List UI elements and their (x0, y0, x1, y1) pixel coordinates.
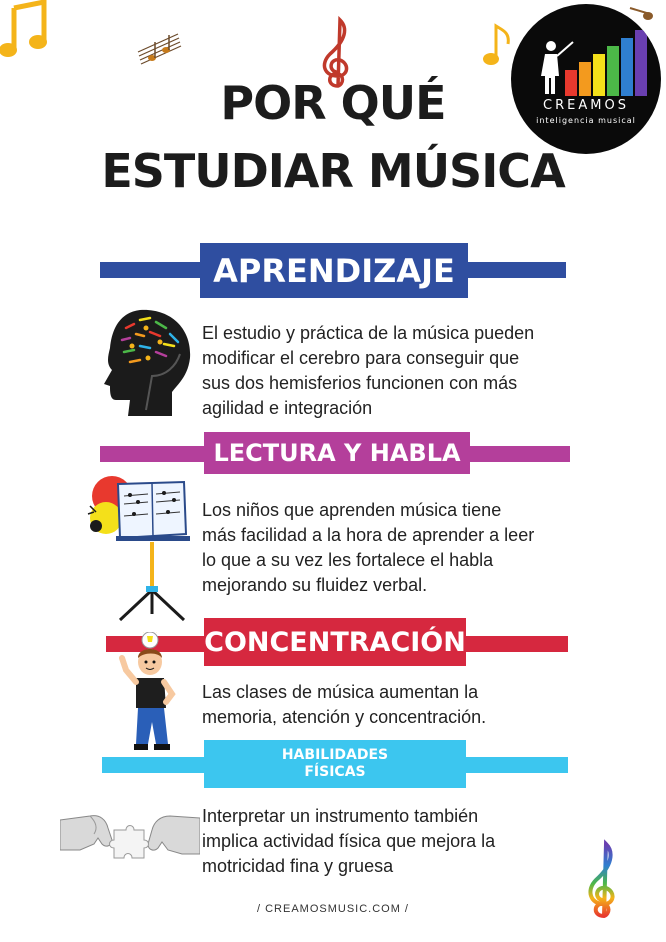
text-line: Las clases de música aumentan la (202, 682, 479, 702)
section-heading-label: HABILIDADES (281, 747, 389, 763)
eighth-note-icon (482, 22, 514, 68)
text-line: mejorando su fluidez verbal. (202, 575, 428, 595)
brain-head-icon (100, 306, 196, 418)
section-text-lectura-habla (202, 498, 612, 598)
footer-website: / CREAMOSMUSIC.COM / (256, 903, 409, 915)
text-line: Los niños que aprenden música tiene (202, 500, 502, 520)
section-heading-label: CONCENTRACIÓN (204, 626, 466, 658)
logo-brand: CREAMOS (543, 98, 629, 113)
section-heading-concentracion (204, 618, 466, 666)
text-line: El estudio y práctica de la música pueden (202, 323, 535, 343)
text-line: sus dos hemisferios funcionen con más (202, 373, 518, 393)
section-text-aprendizaje (202, 321, 602, 421)
page-title-line2: ESTUDIAR MÚSICA (101, 144, 565, 198)
section-heading-aprendizaje (200, 243, 468, 298)
text-line: lo que a su vez les fortalece el habla (202, 550, 494, 570)
text-line: Interpretar un instrumento también (202, 806, 479, 826)
text-line: agilidad e integración (202, 398, 373, 418)
text-line: modificar el cerebro para conseguir que (202, 348, 520, 368)
section-heading-label: LECTURA Y HABLA (213, 439, 461, 467)
section-heading-label: FÍSICAS (304, 764, 366, 780)
logo-tagline: inteligencia musical (536, 116, 636, 125)
page-title-line1: POR QUÉ (220, 76, 446, 130)
music-stand-icon (86, 472, 198, 624)
section-heading-lectura-habla (204, 432, 470, 474)
thinking-child-icon (112, 632, 182, 756)
creamos-logo (511, 4, 661, 154)
text-line: implica actividad física que mejora la (202, 831, 496, 851)
staff-notes-icon (136, 30, 182, 70)
section-heading-habilidades-fisicas (204, 740, 466, 788)
section-heading-label: APRENDIZAJE (213, 251, 455, 290)
section-text-habilidades-fisicas (202, 804, 602, 879)
text-line: más facilidad a la hora de aprender a leer (202, 525, 535, 545)
puzzle-hands-icon (60, 804, 200, 874)
text-line: motricidad fina y gruesa (202, 856, 394, 876)
section-text-concentracion (202, 680, 602, 730)
music-note-icon (0, 0, 60, 70)
text-line: memoria, atención y concentración. (202, 707, 487, 727)
